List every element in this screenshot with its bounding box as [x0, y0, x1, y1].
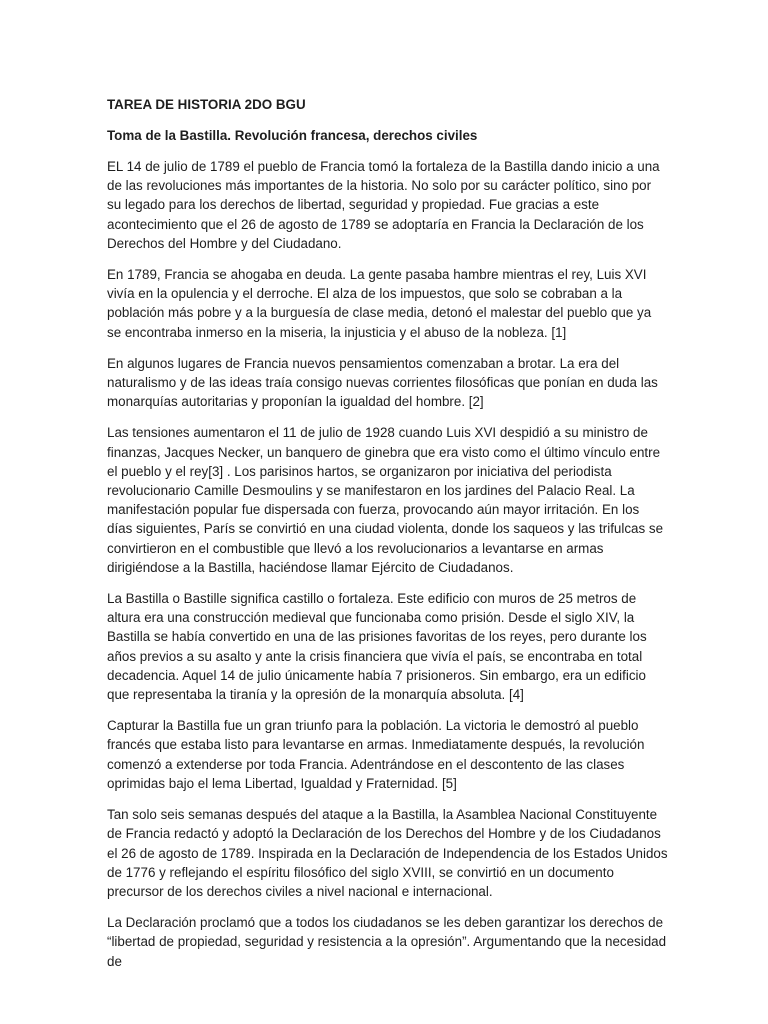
paragraph-tensions: Las tensiones aumentaron el 11 de julio de 1928 cuando Luis XVI despidió a su ministro de finanzas, Jacques Necker, un banquero de ginebra que era visto como el último vínculo entre el pueblo y el rey[3] . Los parisinos hartos, se organizaron por iniciativa del periodista revolucionario Camille Desmoulins y se manifestaron en los jardines del Palacio Real. La manifestación popular fue dispersada con fuerza, provocando aún mayor irritación. En los días siguientes, París se convirtió en una ciudad violenta, donde los saqueos y las trifulcas se convirtieron en el combustible que llevó a los revolucionarios a levantarse en armas dirigiéndose a la Bastilla, haciéndose llamar Ejército de Ciudadanos. — [107, 425, 664, 575]
paragraph-declaration: La Declaración proclamó que a todos los ciudadanos se les deben garantizar los derechos de “libertad de propiedad, seguridad y resistencia a la opresión”. Argumentando que la necesidad de — [107, 915, 667, 969]
paragraph-debt: En 1789, Francia se ahogaba en deuda. La gente pasaba hambre mientras el rey, Luis XVI vivía en la opulencia y el derroche. El alza de los impuestos, que solo se cobraban a la población más pobre y a la burguesía de clase media, detonó el malestar del pueblo que ya se encontraba inmerso en la miseria, la injusticia y el abuso de la nobleza. [1] — [107, 267, 652, 340]
paragraph-intro: EL 14 de julio de 1789 el pueblo de Francia tomó la fortaleza de la Bastilla dando inicio a una de las revoluciones más importantes de la historia. No solo por su carácter político, sino por su legado para los derechos de libertad, seguridad y propiedad. Fue gracias a este acontecimiento que el 26 de agosto de 1789 se adoptaría en Francia la Declaración de los Derechos del Hombre y del Ciudadano. — [107, 159, 660, 251]
paragraph-ideas: En algunos lugares de Francia nuevos pensamientos comenzaban a brotar. La era del naturalismo y de las ideas traía consigo nuevas corrientes filosóficas que ponían en duda las monarquías autoritarias y proponían la igualdad del hombre. [2] — [107, 355, 658, 410]
document-title: TAREA DE HISTORIA 2DO BGU — [107, 97, 306, 112]
paragraph-capture: Capturar la Bastilla fue un gran triunfo para la población. La victoria le demostró al pueblo francés que estaba listo para levantarse en armas. Inmediatamente después, la revolución comenzó a extenderse por toda Francia. Adentrándose en el descontento de las clases oprimidas bajo el lema Libertad, Igualdad y Fraternidad. [5] — [107, 718, 645, 791]
paragraph-assembly: Tan solo seis semanas después del ataque a la Bastilla, la Asamblea Nacional Constituyente de Francia redactó y adoptó la Declaración de los Derechos del Hombre y de los Ciudadanos el 26 de agosto de 1789. Inspirada en la Declaración de Independencia de los Estados Unidos de 1776 y reflejando el espíritu filosófico del siglo XVIII, se convirtió en un documento precursor de los derechos civiles a nivel nacional e internacional. — [107, 807, 668, 899]
paragraph-bastille: La Bastilla o Bastille significa castillo o fortaleza. Este edificio con muros de 25 metros de altura era una construcción medieval que funcionaba como prisión. Desde el siglo XIV, la Bastilla se había convertido en una de las prisiones favoritas de los reyes, pero durante los años previos a su asalto y ante la crisis financiera que vivía el país, se encontraba en total decadencia. Aquel 14 de julio únicamente había 7 prisioneros. Sin embargo, era un edificio que representaba la tiranía y la opresión de la monarquía absoluta. [4] — [107, 591, 647, 703]
document-subtitle: Toma de la Bastilla. Revolución francesa, derechos civiles — [107, 128, 478, 143]
